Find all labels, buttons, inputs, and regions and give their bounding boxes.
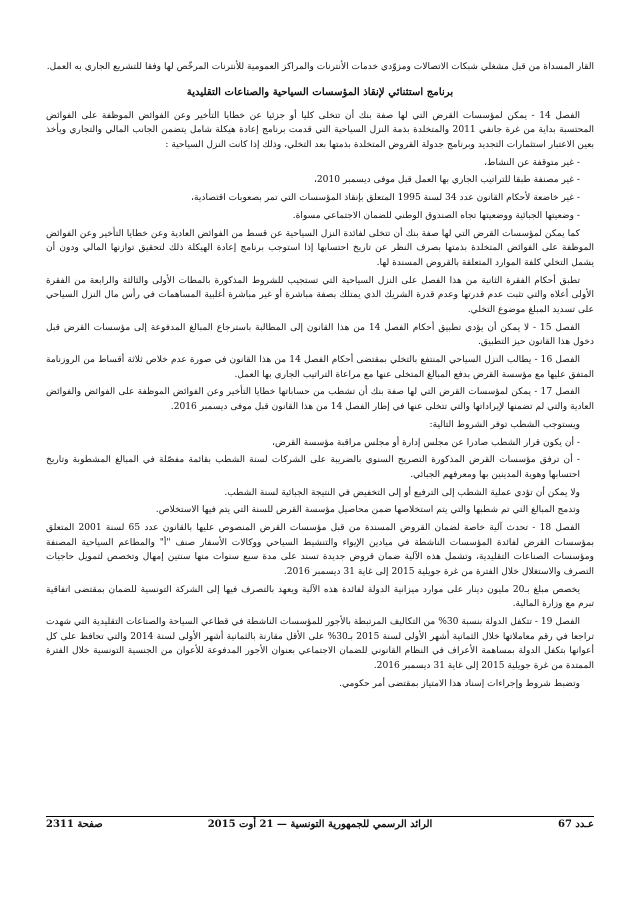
paragraph: وتدمج المبالغ التي تم شطبها والتي يتم استخلاصها ضمن محاصيل مؤسسة القرض للسنة التي يتم فيها الاستخلاص. bbox=[155, 505, 580, 516]
paragraph: الفصل 14 - يمكن لمؤسسات القرض التي لها صفة بنك أن تتخلى كليا أو جزئيا عن خطايا التأخير وعن الفوائض الموظفة على الفوائض المحتسبة بداية من غرة جانفي 2011 والمتخلدة بذمة النزل السياحية التي قدمت برنامج إعادة هيكلة شامل يتضمن الجانب المالي والتجاري ويأخذ بعين الاعتبار استثمارات التجديد وبرنامج جدولة القروض المتخلدة بذمتها بعد التخلي، وذلك إذا كانت النزل السياحية : bbox=[46, 110, 595, 150]
paragraph: ولا يمكن أن تؤدي عملية الشطب إلى الترفيع أو إلى التخفيض في النتيجة الجبائية لسنة الشطب. bbox=[224, 487, 580, 498]
paragraph: الفصل 19 - تتكفل الدولة بنسبة 30% من التكاليف المرتبطة بالأجور للمؤسسات الناشطة في قطاعي السياحة والصناعات التقليدية التي شهدت تراجعا في رقم معاملاتها خلال الثمانية أشهر الأولى لسنة 2015 بـ30% على الأقل مقارنة بالثمانية أشهر الأولى لسنة 2014 والتي تحافظ على كل أعوانها بتكفل الدولة بمساهمة الأعراف في النظام القانوني للضمان الاجتماعي بعنوان الأجور المدفوعة للأعوان من الجنسية التونسية خلال الفترة الممتدة من غرة جويلية 2015 إلى غاية 31 ديسمبر 2016. bbox=[45, 617, 594, 671]
paragraph: يخصص مبلغ بـ20 مليون دينار على موارد ميزانية الدولة لفائدة هذه الآلية ويعهد بالتصرف فيها إلى الشركة التونسية للضمان بمقتضى اتفاقية تبرم مع وزارة المالية. bbox=[46, 584, 594, 610]
gazette-title: الرائد الرسمي للجمهورية التونسية — 21 أوت 2015 bbox=[207, 819, 433, 830]
paragraph: وتضبط شروط وإجراءات إسناد هذا الامتياز بمقتضى أمر حكومي. bbox=[339, 678, 580, 689]
paragraph: الفصل 18 - تحدث آلية خاصة لضمان القروض المسندة من قبل مؤسسات القرض المنصوص عليها بالقانون عدد 65 لسنة 2001 المتعلق بمؤسسات القرض لفائدة المؤسسات الناشطة في ميادين الإيواء والتنشيط السياحي ووكالات الأسفار صنف "أ" والمطاعم السياحية المصنفة ومؤسسات الصناعات التقليدية، وتشمل هذه الآلية ضمان قروض جديدة تسند على مدة سبع سنوات منها سنتين إمهال وتخصص لتمويل حاجيات التصرف والاستغلال خلال الفترة من غرة جويلية 2015 إلى غاية 31 ديسمبر 2016. bbox=[46, 523, 594, 578]
footer-divider bbox=[46, 816, 594, 817]
page-footer bbox=[46, 819, 594, 835]
issue-number: عـدد 67 bbox=[557, 819, 594, 830]
list-item: - وضعيتها الجبائية ووضعيتها تجاه الصندوق الوطني للضمان الاجتماعي مسواة. bbox=[292, 210, 580, 221]
list-item: - أن يكون قرار الشطب صادرا عن مجلس إدارة أو مجلس مراقبة مؤسسة القرض، bbox=[272, 437, 580, 448]
list-item: - غير خاضعة لأحكام القانون عدد 34 لسنة 1995 المتعلق بإنقاذ المؤسسات التي تمر بصعوبات اقتصادية، bbox=[191, 193, 580, 204]
paragraph: الفصل 17 - يمكن لمؤسسات القرض التي لها صفة بنك أن تشطب من حساباتها خطايا التأخير وعن الفوائض الموظفة على الفوائض والفوائض العادية والتي لم تضمنها لإيراداتها والتي تتخلى عنها في إطار الفصل 14 من هذا القانون قبل موفى ديسمبر 2016. bbox=[46, 387, 594, 412]
list-item: - أن ترفق مؤسسات القرض المذكورة التصريح السنوي بالضريبة على الشركات لسنة الشطب بقائمة مفصّلة في المبالغ المشطوبة وتاريخ احتسابها وهوية المدينين بها ومعرفهم الجبائي. bbox=[46, 455, 580, 480]
paragraph-intro: القار المسداة من قبل مشغلي شبكات الاتصالات ومزوّدي خدمات الأنترنات والمراكز العمومية للأنترنات المرخّص لها وفقا للتشريع الجاري به العمل. bbox=[46, 62, 594, 72]
document-body bbox=[46, 60, 594, 695]
list-item: - غير مصنفة طبقا للتراتيب الجاري بها العمل قبل موفى ديسمبر 2010، bbox=[313, 175, 580, 186]
paragraph: الفصل 15 - لا يمكن أن يؤدي تطبيق أحكام الفصل 14 من هذا القانون إلى المطالبة باسترجاع المبالغ المدفوعة إلى مؤسسات القرض قبل دخول هذا القانون حيز التطبيق. bbox=[46, 322, 594, 348]
paragraph-list bbox=[46, 109, 594, 692]
paragraph: الفصل 16 - يطالب النزل السياحي المنتفع بالتخلي بمقتضى أحكام الفصل 14 من هذا القانون في صورة عدم خلاص ثلاثة أقساط من الروزنامة المتفق عليها مع مؤسسة القرض بدفع المبالغ المتخلى عنها مع مراعاة التراتيب الجاري بها العمل. bbox=[46, 355, 594, 380]
page-number: صفحة 2311 bbox=[46, 819, 103, 830]
section-title: برنامج استثنائي لإنقاذ المؤسسات السياحية والصناعات التقليدية bbox=[186, 85, 454, 98]
list-item: - غير متوقفة عن النشاط، bbox=[484, 157, 580, 168]
paragraph: تطبق أحكام الفقرة الثانية من هذا الفصل على النزل السياحية التي تستجيب للشروط المذكورة بالمطات الأولى والثالثة والرابعة من الفقرة الأولى أعلاه والتي تثبت عدم قدرتها وعدم قدرة الشريك الذي يمتلك بصفة مباشرة أو غير مباشرة أغلبية المساهمات في رأس مال النزل السياحي على تسديد المبلغ موضوع التخلي. bbox=[46, 275, 594, 315]
paragraph: ويستوجب الشطب توفر الشروط التالية: bbox=[429, 419, 580, 430]
paragraph: كما يمكن لمؤسسات القرض التي لها صفة بنك أن تتخلى لفائدة النزل السياحية عن قسط من الفوائض العادية وعن خطايا التأخير وعن الفوائض الموظفة على الفوائض المتخلدة بذمتها بصرف النظر عن تاريخ احتسابها إذا استوجب برنامج إعادة الهيكلة ذلك لتحقيق توازنها المالي ودون أن يشمل التخلي كلفة الموارد المتعلقة بالقروض المسندة لها. bbox=[46, 228, 594, 268]
